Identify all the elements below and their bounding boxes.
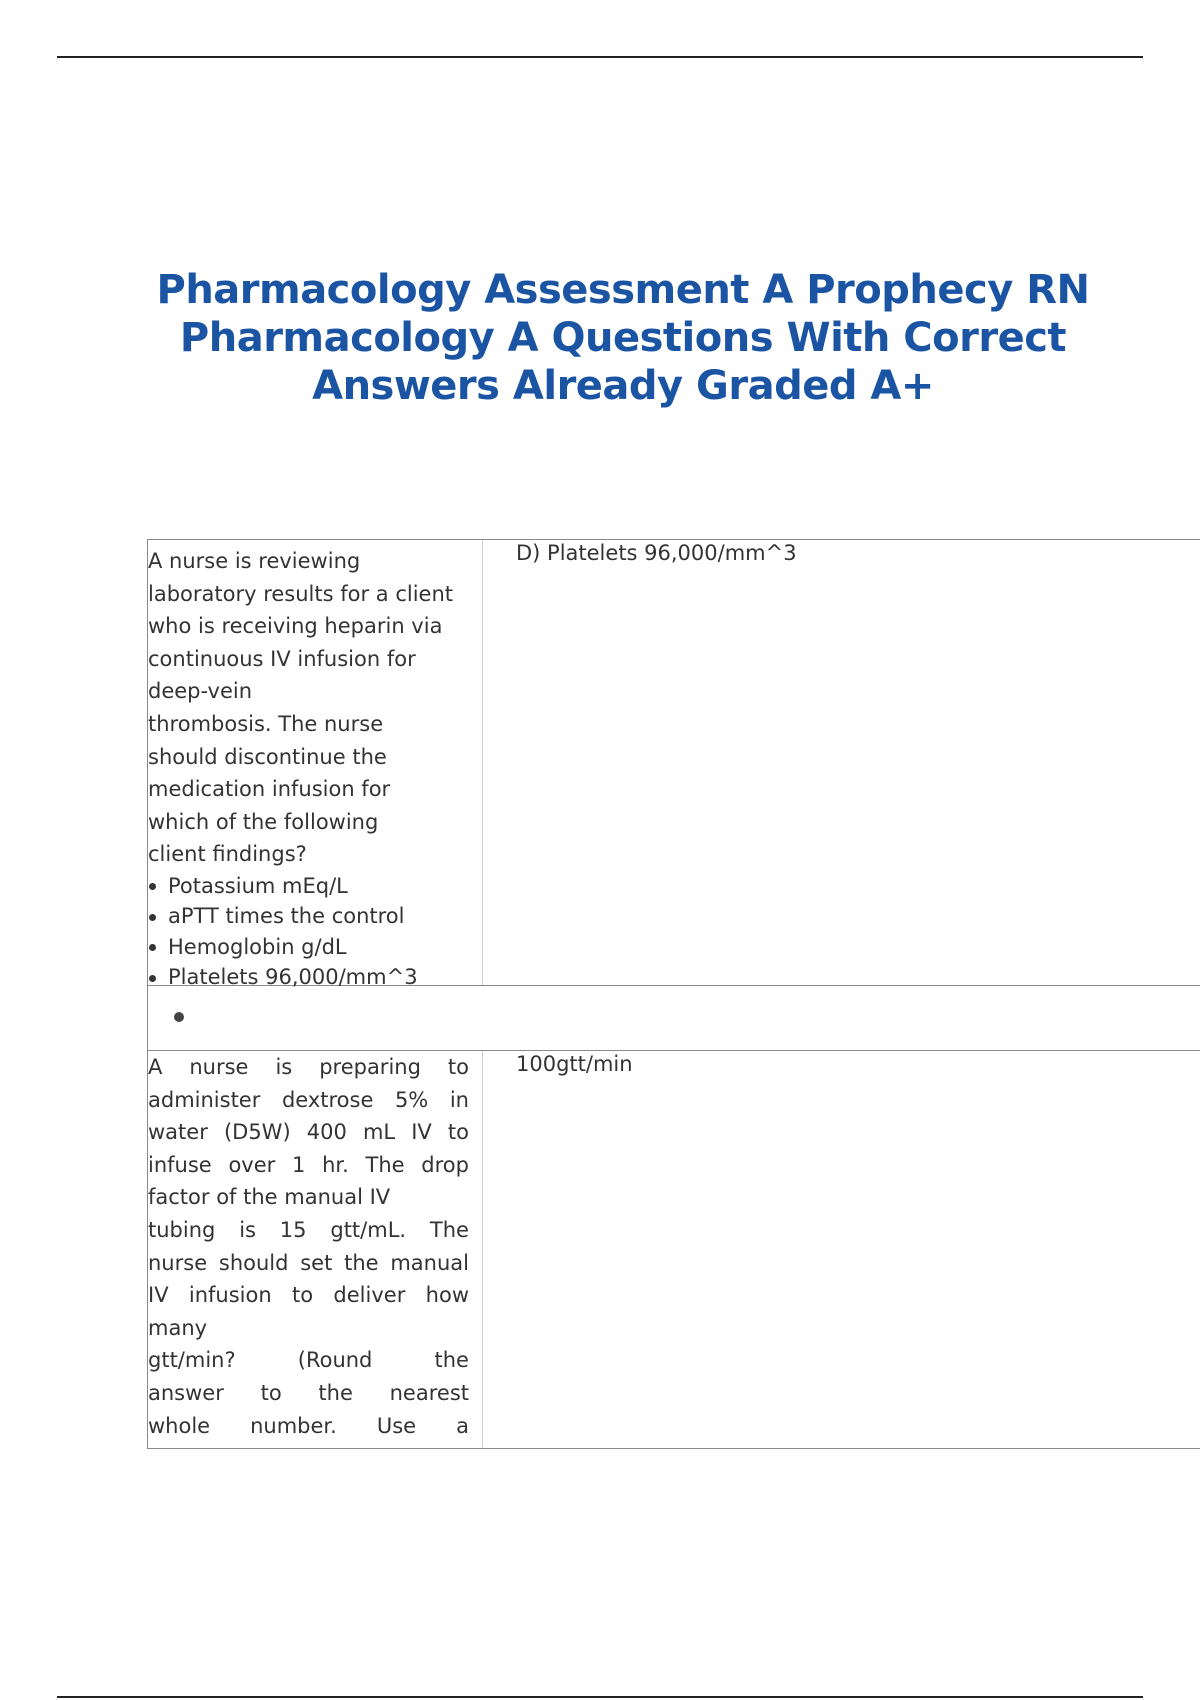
question-line: administer dextrose 5% in [148, 1087, 469, 1112]
question-line: who is receiving heparin via [148, 614, 443, 639]
question-line: client findings? [148, 842, 307, 867]
qa-table [147, 539, 1200, 1449]
question-line: answer to the nearest [148, 1380, 469, 1405]
option-item [148, 871, 469, 902]
document-title: Pharmacology Assessment A Prophecy RN Pharmacology A Questions With Correct Answers Already Graded A+ [156, 267, 1090, 409]
question-line: A nurse is preparing to [148, 1055, 469, 1079]
question-line: whole number. Use a [148, 1413, 469, 1438]
question-line: thrombosis. The nurse [148, 711, 384, 736]
qa-row-2 [148, 1051, 1200, 1449]
question-line: laboratory results for a client [148, 581, 454, 606]
question-line: factor of the manual IV [148, 1185, 391, 1210]
options-list [148, 871, 469, 993]
question-line: deep-vein [148, 679, 253, 704]
question-cell-2 [148, 1051, 483, 1448]
question-line: continuous IV infusion for [148, 646, 416, 671]
bullet-icon [149, 944, 156, 951]
dot-icon [174, 1012, 184, 1022]
option-item [148, 901, 469, 932]
header-rule [57, 56, 1143, 58]
question-line: nurse should set the manual [148, 1250, 469, 1275]
bullet-icon [149, 883, 156, 890]
footer-rule [57, 1696, 1143, 1698]
bullet-icon [149, 975, 156, 982]
option-item [148, 932, 469, 963]
answer-text: 100gtt/min [516, 1052, 633, 1076]
question-line: infuse over 1 hr. The drop [148, 1152, 469, 1177]
option-label: Platelets 96,000/mm^3 [168, 965, 418, 990]
option-label: Hemoglobin g/dL [168, 934, 347, 959]
question-cell-1 [148, 540, 483, 990]
question-line: medication infusion for [148, 777, 391, 802]
option-label: Potassium mEq/L [168, 873, 348, 898]
question-line: water (D5W) 400 mL IV to [148, 1120, 469, 1145]
qa-row-1 [148, 540, 1200, 990]
question-line: many [148, 1315, 208, 1340]
separator-row [148, 986, 1200, 1051]
question-line: A nurse is reviewing [148, 549, 361, 573]
answer-cell-2 [483, 1051, 1200, 1448]
bullet-icon [149, 914, 156, 921]
question-line: IV infusion to deliver how [148, 1283, 469, 1308]
question-line: should discontinue the [148, 744, 387, 769]
question-line: which of the following [148, 809, 379, 834]
answer-cell-1 [483, 540, 1200, 985]
option-label: aPTT times the control [168, 904, 405, 929]
question-line: gtt/min? (Round the [148, 1348, 469, 1373]
question-line: tubing is 15 gtt/mL. The [148, 1217, 469, 1242]
answer-text: D) Platelets 96,000/mm^3 [516, 541, 797, 565]
